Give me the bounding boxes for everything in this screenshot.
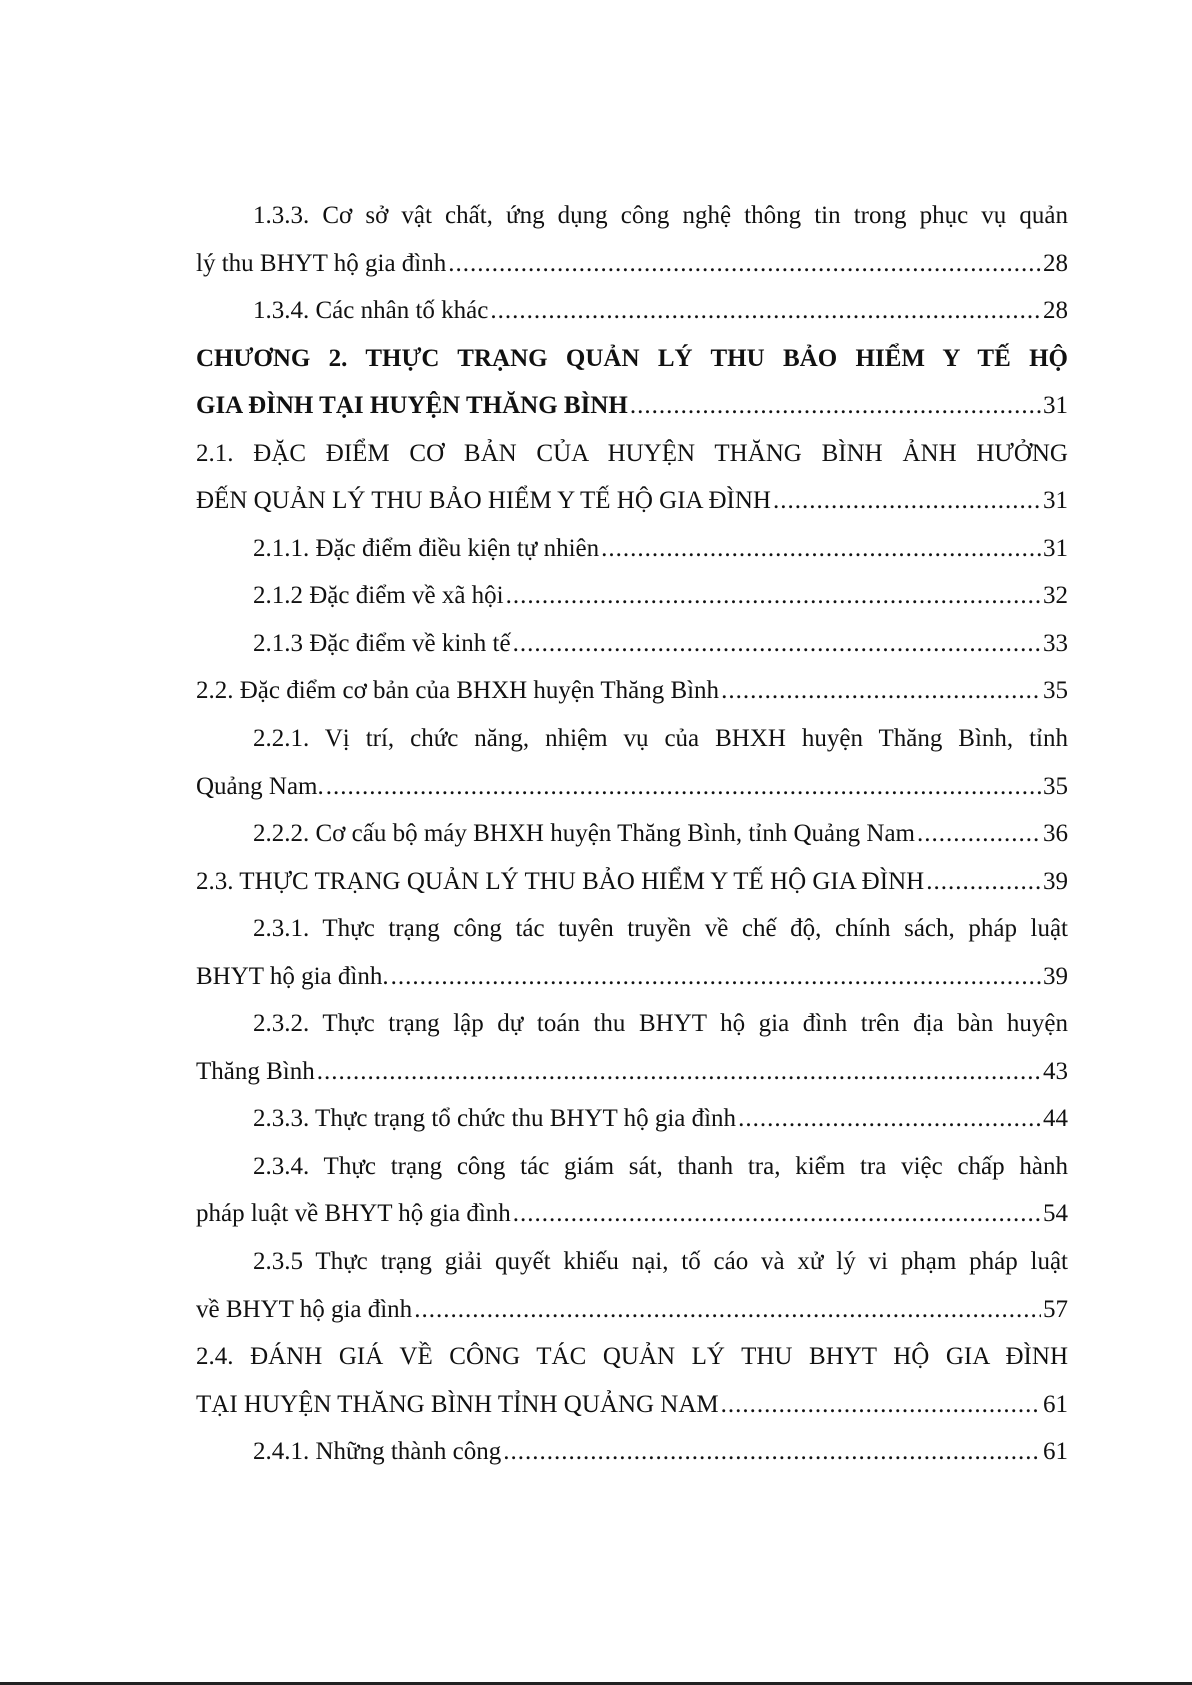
- toc-line: 2.3.2. Thực trạng lập dự toán thu BHYT hộ gia đình trên địa bàn huyện: [253, 1010, 1068, 1038]
- toc-page-number: 57: [1043, 1295, 1068, 1323]
- toc-entry: 2.3.3. Thực trạng tổ chức thu BHYT hộ gia đình ..... 44: [196, 1095, 1068, 1143]
- toc-page-number: 32: [1043, 582, 1068, 610]
- toc-entry: BHYT hộ gia đình. ..... 39: [196, 953, 1068, 1001]
- toc-chapter-heading: CHƯƠNG 2. THỰC TRẠNG QUẢN LÝ THU BẢO HIỂM Y TẾ HỘ: [196, 344, 1068, 372]
- toc-page-number: 61: [1043, 1438, 1068, 1466]
- toc-entry: 2.1.1. Đặc điểm điều kiện tự nhiên ..... 31: [196, 525, 1068, 573]
- toc-page-number: 35: [1043, 772, 1068, 800]
- toc-line: 1.3.3. Cơ sở vật chất, ứng dụng công nghệ thông tin trong phục vụ quản: [253, 202, 1068, 229]
- toc-page-number: 35: [1043, 677, 1068, 705]
- toc-page-number: 28: [1043, 249, 1068, 277]
- toc-entry: 2.4.1. Những thành công ..... 61: [196, 1428, 1068, 1476]
- toc-entry: Quảng Nam. ..... 35: [196, 763, 1068, 811]
- toc-line: 2.3.4. Thực trạng công tác giám sát, thanh tra, kiểm tra việc chấp hành: [253, 1152, 1068, 1180]
- toc-entry: về BHYT hộ gia đình ..... 57: [196, 1286, 1068, 1334]
- toc-page-number: 36: [1043, 820, 1068, 848]
- toc-section-heading: ĐẾN QUẢN LÝ THU BẢO HIỂM Y TẾ HỘ GIA ĐÌNH ..... 31: [196, 477, 1068, 525]
- toc-entry: lý thu BHYT hộ gia đình ..... 28: [196, 240, 1068, 288]
- toc-section-heading: 2.4. ĐÁNH GIÁ VỀ CÔNG TÁC QUẢN LÝ THU BHYT HỘ GIA ĐÌNH: [196, 1343, 1068, 1371]
- toc-entry: pháp luật về BHYT hộ gia đình ..... 54: [196, 1190, 1068, 1238]
- toc-page-number: 39: [1043, 962, 1068, 990]
- toc-page-number: 31: [1043, 392, 1068, 420]
- toc-entry: 2.1.3 Đặc điểm về kinh tế ..... 33: [196, 620, 1068, 668]
- toc-page-number: 31: [1043, 534, 1068, 562]
- toc-page-number: 28: [1043, 297, 1068, 325]
- toc-page-number: 54: [1043, 1200, 1068, 1228]
- toc-entry: 1.3.4. Các nhân tố khác ..... 28: [196, 287, 1068, 335]
- toc-line: 2.3.5 Thực trạng giải quyết khiếu nại, tố cáo và xử lý vi phạm pháp luật: [253, 1248, 1068, 1276]
- toc-entry: 2.2.2. Cơ cấu bộ máy BHXH huyện Thăng Bình, tỉnh Quảng Nam ..... 36: [196, 810, 1068, 858]
- toc-entry: Thăng Bình ..... 43: [196, 1048, 1068, 1096]
- toc-section-heading: 2.1. ĐẶC ĐIỂM CƠ BẢN CỦA HUYỆN THĂNG BÌNH ẢNH HƯỞNG: [196, 439, 1068, 467]
- toc-section-heading: 2.2. Đặc điểm cơ bản của BHXH huyện Thăng Bình ..... 35: [196, 667, 1068, 715]
- toc-line: 2.3.1. Thực trạng công tác tuyên truyền về chế độ, chính sách, pháp luật: [253, 915, 1068, 943]
- toc-section-heading: 2.3. THỰC TRẠNG QUẢN LÝ THU BẢO HIỂM Y TẾ HỘ GIA ĐÌNH ..... 39: [196, 858, 1068, 906]
- toc-chapter-heading: GIA ĐÌNH TẠI HUYỆN THĂNG BÌNH ..... 31: [196, 382, 1068, 430]
- toc-page-number: 61: [1043, 1390, 1068, 1418]
- table-of-contents: [196, 192, 1068, 1476]
- toc-section-heading: TẠI HUYỆN THĂNG BÌNH TỈNH QUẢNG NAM ..... 61: [196, 1381, 1068, 1429]
- toc-page-number: 43: [1043, 1057, 1068, 1085]
- toc-page-number: 33: [1043, 629, 1068, 657]
- toc-entry: 2.1.2 Đặc điểm về xã hội ..... 32: [196, 572, 1068, 620]
- toc-page-number: 31: [1043, 487, 1068, 515]
- toc-page-number: 39: [1043, 867, 1068, 895]
- toc-page-number: 44: [1043, 1105, 1068, 1133]
- toc-line: 2.2.1. Vị trí, chức năng, nhiệm vụ của BHXH huyện Thăng Bình, tỉnh: [253, 725, 1068, 753]
